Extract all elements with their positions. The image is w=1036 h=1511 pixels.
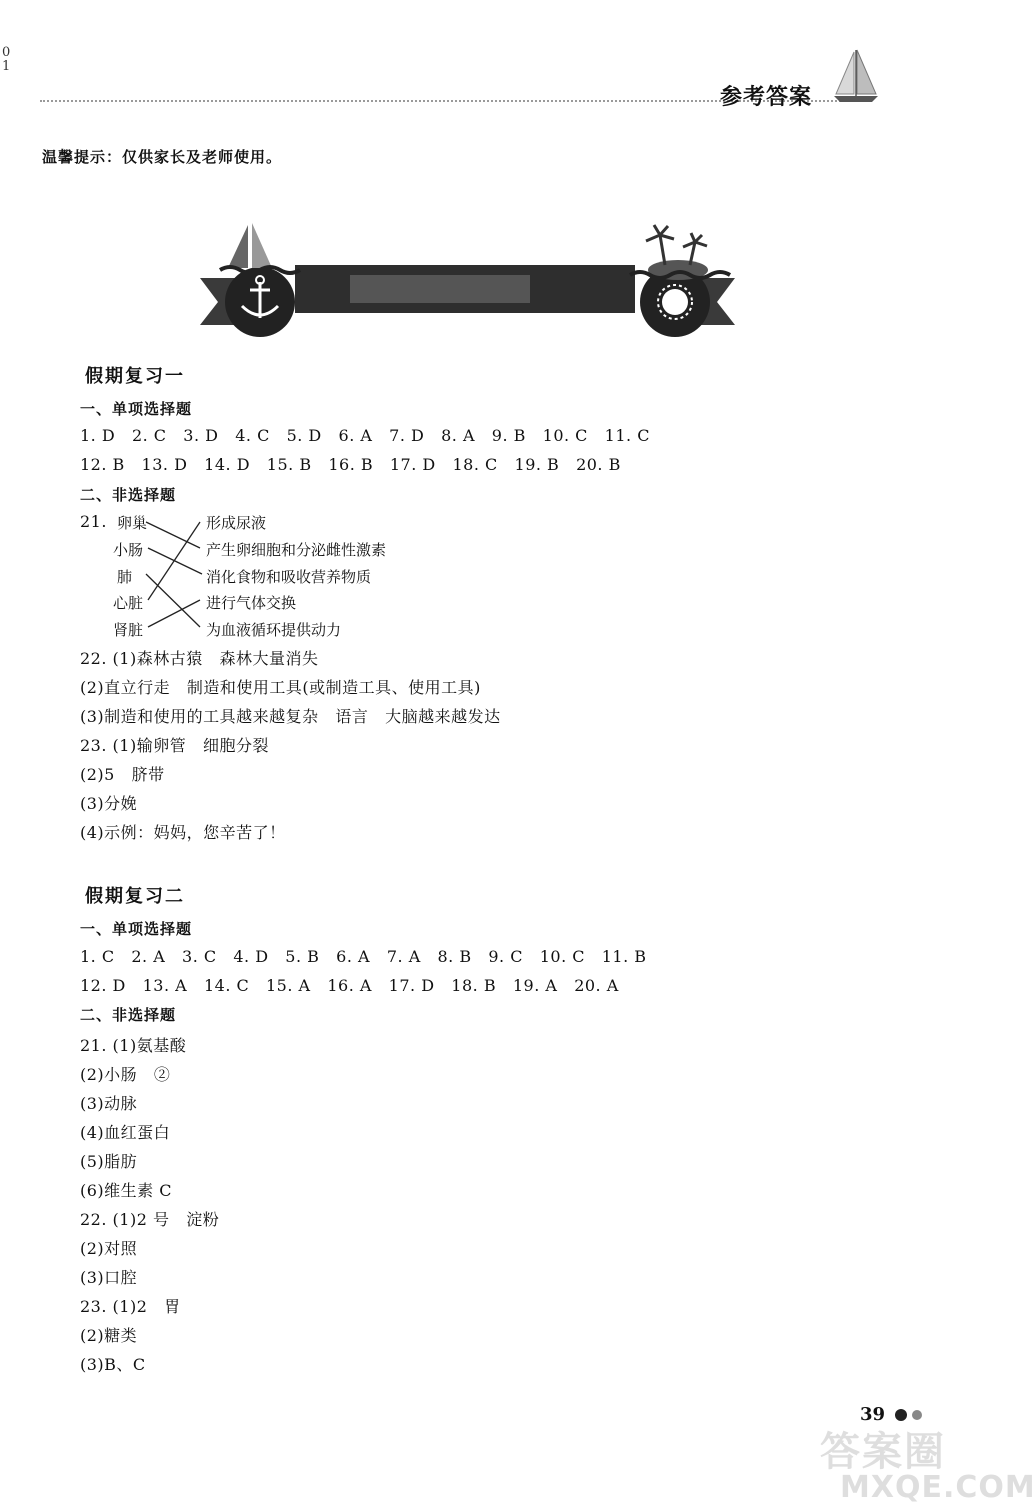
answer-line: (4)血红蛋白: [80, 1123, 171, 1142]
answer-line: (4)示例：妈妈，您辛苦了！: [80, 823, 286, 842]
answer-line: (2)直立行走 制造和使用工具(或制造工具、使用工具): [80, 678, 481, 697]
answer-line: (6)维生素 C: [80, 1181, 172, 1200]
section-title-review-1: 假期复习一: [85, 366, 185, 387]
matching-lines: [140, 510, 210, 650]
answer-banner: [200, 220, 735, 335]
answer-line: 22. (1)森林古猿 森林大量消失: [80, 649, 319, 668]
answer-line: (5)脂肪: [80, 1152, 138, 1171]
corner-marks: 0 1: [2, 45, 11, 74]
answer-line: 22. (1)2 号 淀粉: [80, 1210, 220, 1229]
match-left-item: 小肠: [113, 541, 144, 559]
answer-line: (3)口腔: [80, 1268, 138, 1287]
answer-line: (2)小肠 ②: [80, 1065, 171, 1084]
mc-answers-line-2: 12. B 13. D 14. D 15. B 16. B 17. D 18. C 19. B 20. B: [80, 455, 621, 474]
match-left-item: 心脏: [113, 594, 144, 612]
watermark-url: MXQE.COM: [840, 1470, 1036, 1505]
answer-line: 21. (1)氨基酸: [80, 1036, 187, 1055]
match-right-item: 产生卵细胞和分泌雌性激素: [206, 541, 387, 559]
page-number: 39: [860, 1404, 886, 1425]
q21-number: 21.: [80, 512, 107, 531]
match-left-item: 肾脏: [113, 621, 144, 639]
subheading-single-choice: 一、单项选择题: [80, 920, 193, 938]
match-right-item: 形成尿液: [206, 514, 267, 532]
match-left-item: 肺: [117, 568, 133, 586]
mc-answers-line-2: 12. D 13. A 14. C 15. A 16. A 17. D 18. B 19. A 20. A: [80, 976, 619, 995]
answer-line: (2)对照: [80, 1239, 138, 1258]
header-title: 参考答案: [720, 85, 813, 110]
answer-line: (2)5 脐带: [80, 765, 165, 784]
answer-line: (3)分娩: [80, 794, 138, 813]
match-right-item: 消化食物和吸收营养物质: [206, 568, 372, 586]
subheading-single-choice: 一、单项选择题: [80, 400, 193, 418]
match-right-item: 进行气体交换: [206, 594, 297, 612]
answer-line: 23. (1)2 胃: [80, 1297, 181, 1316]
subheading-non-choice: 二、非选择题: [80, 1006, 177, 1024]
answer-line: 23. (1)输卵管 细胞分裂: [80, 736, 269, 755]
page-dot-icon: [912, 1410, 922, 1420]
parent-teacher-tip: 温馨提示：仅供家长及老师使用。: [42, 148, 283, 166]
watermark-logo: 答案圈: [820, 1429, 946, 1475]
sailboat-icon: [832, 48, 880, 104]
answer-line: (3)动脉: [80, 1094, 138, 1113]
answer-line: (3)制造和使用的工具越来越复杂 语言 大脑越来越发达: [80, 707, 501, 726]
section-title-review-2: 假期复习二: [85, 886, 185, 907]
match-left-item: 卵巢: [117, 514, 148, 532]
answer-line: (2)糖类: [80, 1326, 138, 1345]
subheading-non-choice: 二、非选择题: [80, 486, 177, 504]
match-right-item: 为血液循环提供动力: [206, 621, 342, 639]
answer-line: (3)B、C: [80, 1355, 146, 1374]
mc-answers-line-1: 1. D 2. C 3. D 4. C 5. D 6. A 7. D 8. A 9. B 10. C 11. C: [80, 426, 650, 445]
mc-answers-line-1: 1. C 2. A 3. C 4. D 5. B 6. A 7. A 8. B 9. C 10. C 11. B: [80, 947, 647, 966]
